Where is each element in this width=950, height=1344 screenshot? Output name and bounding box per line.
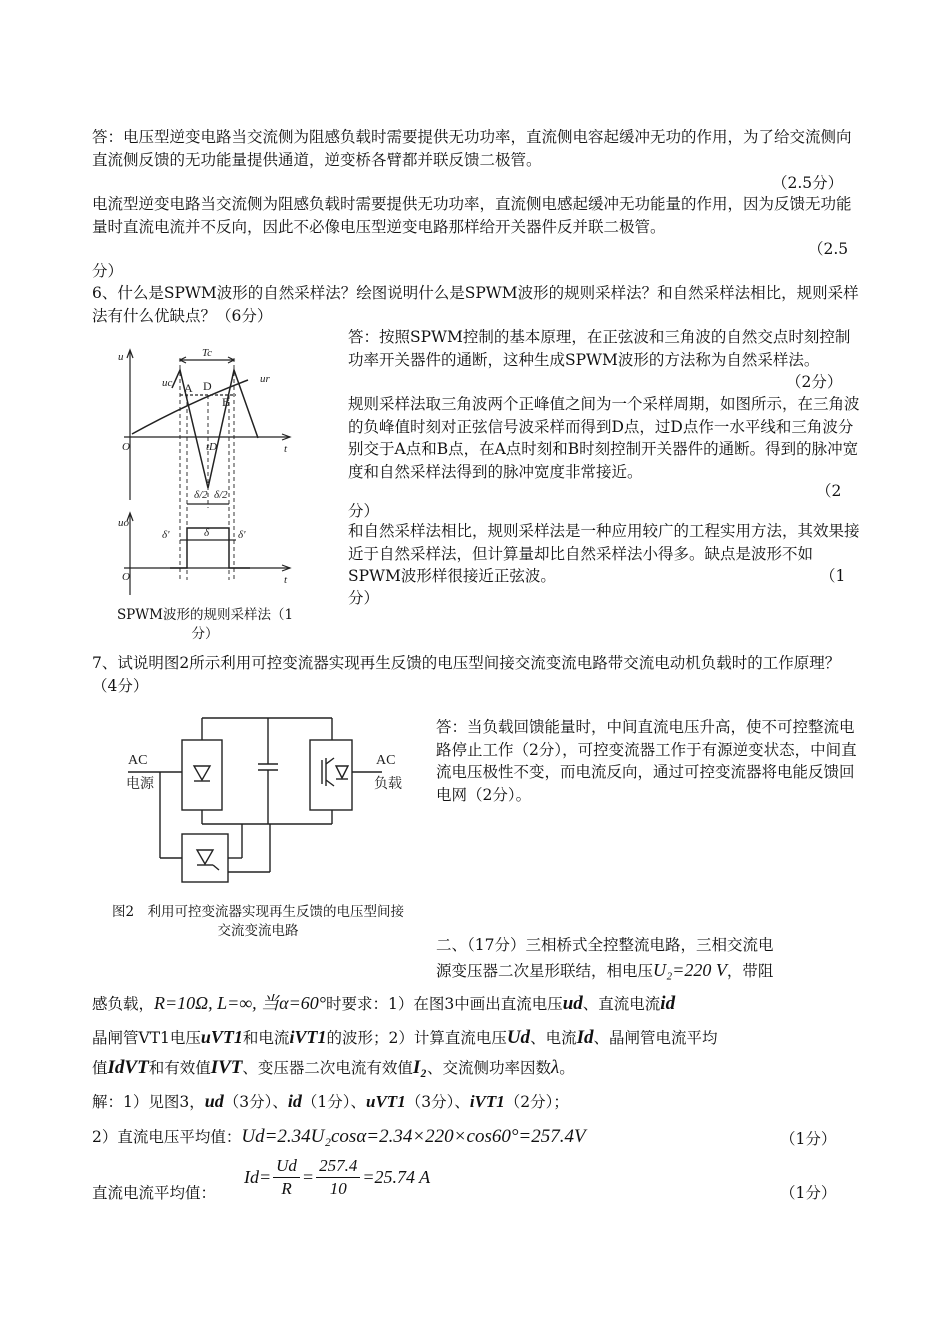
- part2-line2-a: 源变压器二次星形联结，相电压: [436, 962, 654, 980]
- label-b: B: [222, 395, 231, 409]
- part2-line4-e: 、晶闸管电流平均: [593, 1029, 718, 1047]
- part2-line4: [92, 1024, 718, 1051]
- calc2-equation: Id= $\frac{Ud}{R}$ = $\frac{257.4}{10}$ =25.74 A: [244, 1156, 431, 1198]
- part2-line5-e: 。: [559, 1059, 575, 1077]
- label-uo: uo: [118, 517, 129, 529]
- q6-answer-p1: 答：按照SPWM控制的基本原理，在正弦波和三角波的自然交点时刻控制功率开关器件的通断，这种生成SPWM波形的方法称为自然采样法。: [348, 328, 851, 369]
- sol-a: 解：1）见图3，: [92, 1093, 205, 1111]
- q7-question: 7、试说明图2所示利用可控变流器实现再生反馈的电压型间接交流变流电路带交流电动机负载时的工作原理？（4分）: [92, 654, 841, 695]
- calc1-equation: Ud=2.34U₂cosα=2.34×220×cos60°=257.4V: [241, 1126, 586, 1147]
- sol-id: id: [287, 1091, 302, 1111]
- indirect-ac-converter-figure: [120, 712, 410, 892]
- label-o-bottom: O: [122, 571, 130, 583]
- circuit-params: R=10Ω, L=∞, 当α=60°: [154, 993, 326, 1013]
- spwm-figure-caption: SPWM波形的规则采样法（1分）: [116, 607, 294, 642]
- part2-line2: [436, 958, 773, 983]
- q5-score-1: （2.5分）: [772, 174, 844, 192]
- part2-line4-d: 、电流: [530, 1029, 577, 1047]
- label-delta: δ: [204, 527, 210, 539]
- label-td: tD: [206, 441, 217, 453]
- u2-value: U₂=220 V: [653, 960, 727, 980]
- q5-answer-p2: 电流型逆变电路当交流侧为阻感负载时需要提供无功功率，直流侧电感起缓冲无功能量的作用，因为反馈无功能量时直流电流并不反向，因此不必像电压型逆变电路那样给开关器件反并联二极管。: [92, 195, 852, 236]
- label-u: u: [118, 351, 124, 363]
- sol-e: （2分）；: [504, 1093, 569, 1111]
- part2-line3: [92, 990, 675, 1017]
- part2-line4-c: 的波形；2）计算直流电压: [326, 1029, 507, 1047]
- calc2-score: （1分）: [780, 1184, 837, 1202]
- label-d: D: [203, 379, 212, 393]
- q5-answer-p1: 答：电压型逆变电路当交流侧为阻感负载时需要提供无功功率，直流侧电容起缓冲无功的作用，为了给交流侧向直流侧反馈的无功能量提供通道，逆变桥各臂都并联反馈二极管。: [92, 128, 852, 169]
- part2-line4-b: 和电流: [242, 1029, 290, 1047]
- var-ud: ud: [562, 993, 583, 1014]
- q7-answer: 答：当负载回馈能量时，中间直流电压升高，使不可控整流电路停止工作（2分），可控变流器工作于有源逆变状态，中间直流电压极性不变，而电流反向，通过可控变流器将电能反馈回电网（2分）。: [436, 718, 857, 804]
- label-ur: ur: [260, 373, 270, 385]
- var-ivt1: iVT1: [289, 1027, 327, 1047]
- var-uvt1: uVT1: [200, 1027, 243, 1047]
- label-delta-prime-1: δ': [162, 529, 170, 541]
- label-a: A: [184, 381, 193, 395]
- part2-line5-c: 、变压器二次电流有效值: [242, 1059, 413, 1077]
- q6-score-2b: 分）: [348, 502, 380, 520]
- part2-line3-c: 、直流电流: [582, 995, 661, 1013]
- part2-line2-b: ，带阻: [726, 962, 774, 980]
- part2-line5-a: 值: [92, 1059, 108, 1077]
- var-Id: Id: [576, 1027, 594, 1048]
- var-I2: I₂: [412, 1057, 427, 1078]
- part2-line4-a: 晶闸管VT1电压: [92, 1029, 201, 1047]
- calc1-line: [92, 1124, 586, 1150]
- sol-ivt: iVT1: [469, 1092, 505, 1111]
- spwm-regular-sampling-figure: [110, 340, 300, 605]
- q6-score-2a: （2: [816, 482, 842, 500]
- ac-load-label-2: 负载: [374, 777, 402, 792]
- label-t-top: t: [284, 443, 288, 455]
- part2-line5: [92, 1055, 575, 1081]
- q5-score-2a: （2.5: [808, 240, 849, 258]
- part2-line1: 二、（17分）三相桥式全控整流电路，三相交流电: [436, 936, 774, 954]
- q6-score-3a: （1: [820, 567, 846, 585]
- calc2-den2: 10: [329, 1179, 347, 1198]
- q5-score-2b: 分）: [92, 262, 124, 280]
- sol-ud: ud: [204, 1091, 224, 1111]
- q6-question: 6、什么是SPWM波形的自然采样法？绘图说明什么是SPWM波形的规则采样法？和自然采样法相比，规则采样法有什么优缺点？（6分）: [92, 284, 859, 325]
- var-Ud: Ud: [506, 1027, 531, 1048]
- calc2-fraction-1: [273, 1155, 300, 1200]
- label-t-bottom: t: [284, 574, 288, 586]
- label-uc: uc: [162, 377, 173, 389]
- calc2-num2: 257.4: [316, 1155, 360, 1178]
- part2-line5-d: 、交流侧功率因数: [426, 1059, 551, 1077]
- ac-source-label-1: AC: [128, 753, 148, 768]
- calc2-fraction-2: [316, 1155, 360, 1200]
- circuit-figure-caption: 图2 利用可控变流器实现再生反馈的电压型间接交流变流电路: [111, 904, 405, 939]
- calc2-den: R: [281, 1179, 292, 1198]
- sol-c: （1分）、: [301, 1093, 367, 1111]
- part2-line5-b: 和有效值: [148, 1059, 211, 1077]
- sol-uvt: uVT1: [366, 1092, 406, 1111]
- q6-score-1: （2分）: [786, 373, 843, 391]
- ac-load-label-1: AC: [376, 753, 396, 768]
- calc2-lhs: Id=: [244, 1167, 272, 1187]
- label-delta-half-1: δ/2: [194, 489, 208, 501]
- ac-source-label-2: 电源: [126, 777, 154, 792]
- var-lambda: λ: [550, 1057, 560, 1078]
- calc2-rhs: =25.74 A: [362, 1167, 431, 1187]
- calc1-label: 2）直流电压平均值：: [92, 1128, 242, 1146]
- part2-line3-a: 感负载，: [92, 995, 155, 1013]
- var-IVT: IVT: [210, 1057, 243, 1078]
- label-tc: Tc: [202, 347, 212, 359]
- q6-answer-p3: 和自然采样法相比，规则采样法是一种应用较广的工程实用方法，其效果接近于自然采样法，但计算量却比自然采样法小得多。缺点是波形不如SPWM波形样很接近正弦波。: [348, 522, 860, 585]
- part2-line3-b: 时要求：1）在图3中画出直流电压: [325, 995, 563, 1013]
- label-delta-half-2: δ/2: [214, 489, 228, 501]
- calc2-label: 直流电流平均值：: [92, 1184, 217, 1202]
- calc2-num: Ud: [273, 1155, 300, 1178]
- solution-line: [92, 1088, 569, 1115]
- label-o-top: O: [122, 441, 130, 453]
- q6-score-3b: 分）: [348, 589, 380, 607]
- var-id: id: [660, 993, 676, 1014]
- sol-d: （3分）、: [405, 1093, 470, 1111]
- label-delta-prime-2: δ': [238, 529, 246, 541]
- q6-answer-p2: 规则采样法取三角波两个正峰值之间为一个采样周期，如图所示，在三角波的负峰值时刻对正弦信号波采样而得到D点，过D点作一水平线和三角波分别交于A点和B点，在A点时刻和B时刻控制开关器件的通断。得到的脉冲宽度和自然采样法得到的脉冲宽度非常接近。: [348, 395, 860, 481]
- sol-b: （3分）、: [223, 1093, 288, 1111]
- calc1-score: （1分）: [780, 1130, 837, 1148]
- var-IdVT: IdVT: [107, 1057, 149, 1078]
